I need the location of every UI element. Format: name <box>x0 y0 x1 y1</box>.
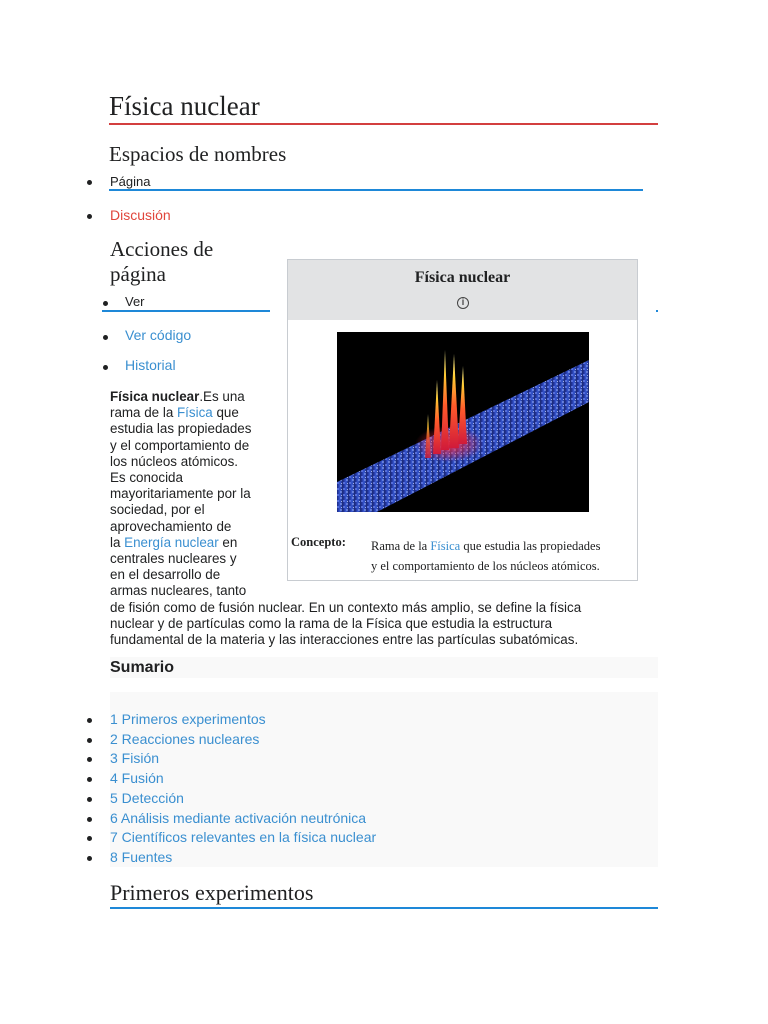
actions-heading-line1: Acciones de <box>110 237 214 261</box>
intro-line: y el comportamiento de <box>110 437 250 453</box>
actions-heading-line2: página <box>110 262 166 286</box>
bullet <box>103 365 108 370</box>
intro-text: la <box>110 534 125 550</box>
bullet <box>87 757 92 762</box>
bullet <box>87 718 92 723</box>
intro-line: nuclear y de partículas como la rama de la Física que estudia la estructura <box>110 615 553 631</box>
infobox-concept-label: Concepto: <box>291 535 346 549</box>
intro-line: centrales nucleares y <box>110 551 237 567</box>
namespace-tab-discusion[interactable]: Discusión <box>110 207 171 223</box>
namespace-tab-pagina[interactable]: Página <box>110 174 151 189</box>
action-ver[interactable]: Ver <box>125 294 145 309</box>
concept-link-fisica[interactable]: Física <box>430 539 461 553</box>
section-heading: Primeros experimentos <box>110 880 314 905</box>
toc-item[interactable]: 5 Detección <box>110 790 184 806</box>
intro-text: en <box>218 534 238 550</box>
section-divider <box>110 907 658 909</box>
infobox-header <box>288 260 637 320</box>
namespace-divider <box>109 189 643 191</box>
intro-text: que <box>212 405 239 421</box>
intro-line: sociedad, por el <box>110 502 205 518</box>
intro-text: rama de la <box>110 405 177 421</box>
namespaces-heading: Espacios de nombres <box>109 142 287 166</box>
intro-line: Es conocida <box>110 470 183 486</box>
intro-link-fisica[interactable]: Física <box>177 405 213 421</box>
intro-line: fundamental de la materia y las interacciones entre las partículas subatómicas. <box>110 632 579 648</box>
divider-mark <box>656 310 658 312</box>
toc-item[interactable]: 8 Fuentes <box>110 849 173 865</box>
bullet <box>87 817 92 822</box>
intro-line: mayoritariamente por la <box>110 486 251 502</box>
page-title: Física nuclear <box>109 91 260 121</box>
toc-gap <box>110 678 658 692</box>
bullet <box>87 856 92 861</box>
actions-divider <box>102 310 270 312</box>
toc-item[interactable]: 3 Fisión <box>110 750 160 766</box>
toc-item[interactable]: 1 Primeros experimentos <box>110 711 266 727</box>
toc-item[interactable]: 4 Fusión <box>110 770 164 786</box>
bullet <box>87 180 92 185</box>
intro-line: en el desarrollo de <box>110 567 221 583</box>
infobox-title: Física nuclear <box>414 269 511 286</box>
concept-text: Rama de la <box>371 539 431 553</box>
bullet <box>103 335 108 340</box>
concept-text: y el comportamiento de los núcleos atómicos. <box>371 559 600 573</box>
intro-line: aprovechamiento de <box>110 518 232 534</box>
title-divider <box>109 123 658 125</box>
bullet <box>87 836 92 841</box>
intro-text: .Es una <box>199 389 245 404</box>
bullet <box>87 777 92 782</box>
toc-item[interactable]: 7 Científicos relevantes en la física nuclear <box>110 829 377 845</box>
toc-item[interactable]: 6 Análisis mediante activación neutrónica <box>110 810 367 826</box>
intro-line: de fisión como de fusión nuclear. En un contexto más amplio, se define la física <box>110 599 582 615</box>
intro-link-energia-nuclear[interactable]: Energía nuclear <box>124 534 219 550</box>
info-icon[interactable]: i <box>457 297 469 309</box>
toc-item[interactable]: 2 Reacciones nucleares <box>110 731 260 747</box>
intro-line: los núcleos atómicos. <box>110 453 239 469</box>
intro-paragraph <box>110 389 650 648</box>
bullet <box>87 738 92 743</box>
intro-line: estudia las propiedades <box>110 421 252 437</box>
intro-bold: Física nuclear <box>110 389 200 404</box>
action-historial[interactable]: Historial <box>125 357 176 373</box>
action-ver-codigo[interactable]: Ver código <box>125 327 192 343</box>
toc-heading: Sumario <box>110 659 175 676</box>
bullet <box>87 797 92 802</box>
bullet <box>87 214 92 219</box>
concept-text: que estudia las propiedades <box>460 539 601 553</box>
bullet <box>103 301 108 306</box>
actions-heading <box>110 237 213 287</box>
intro-line: armas nucleares, tanto <box>110 583 247 599</box>
